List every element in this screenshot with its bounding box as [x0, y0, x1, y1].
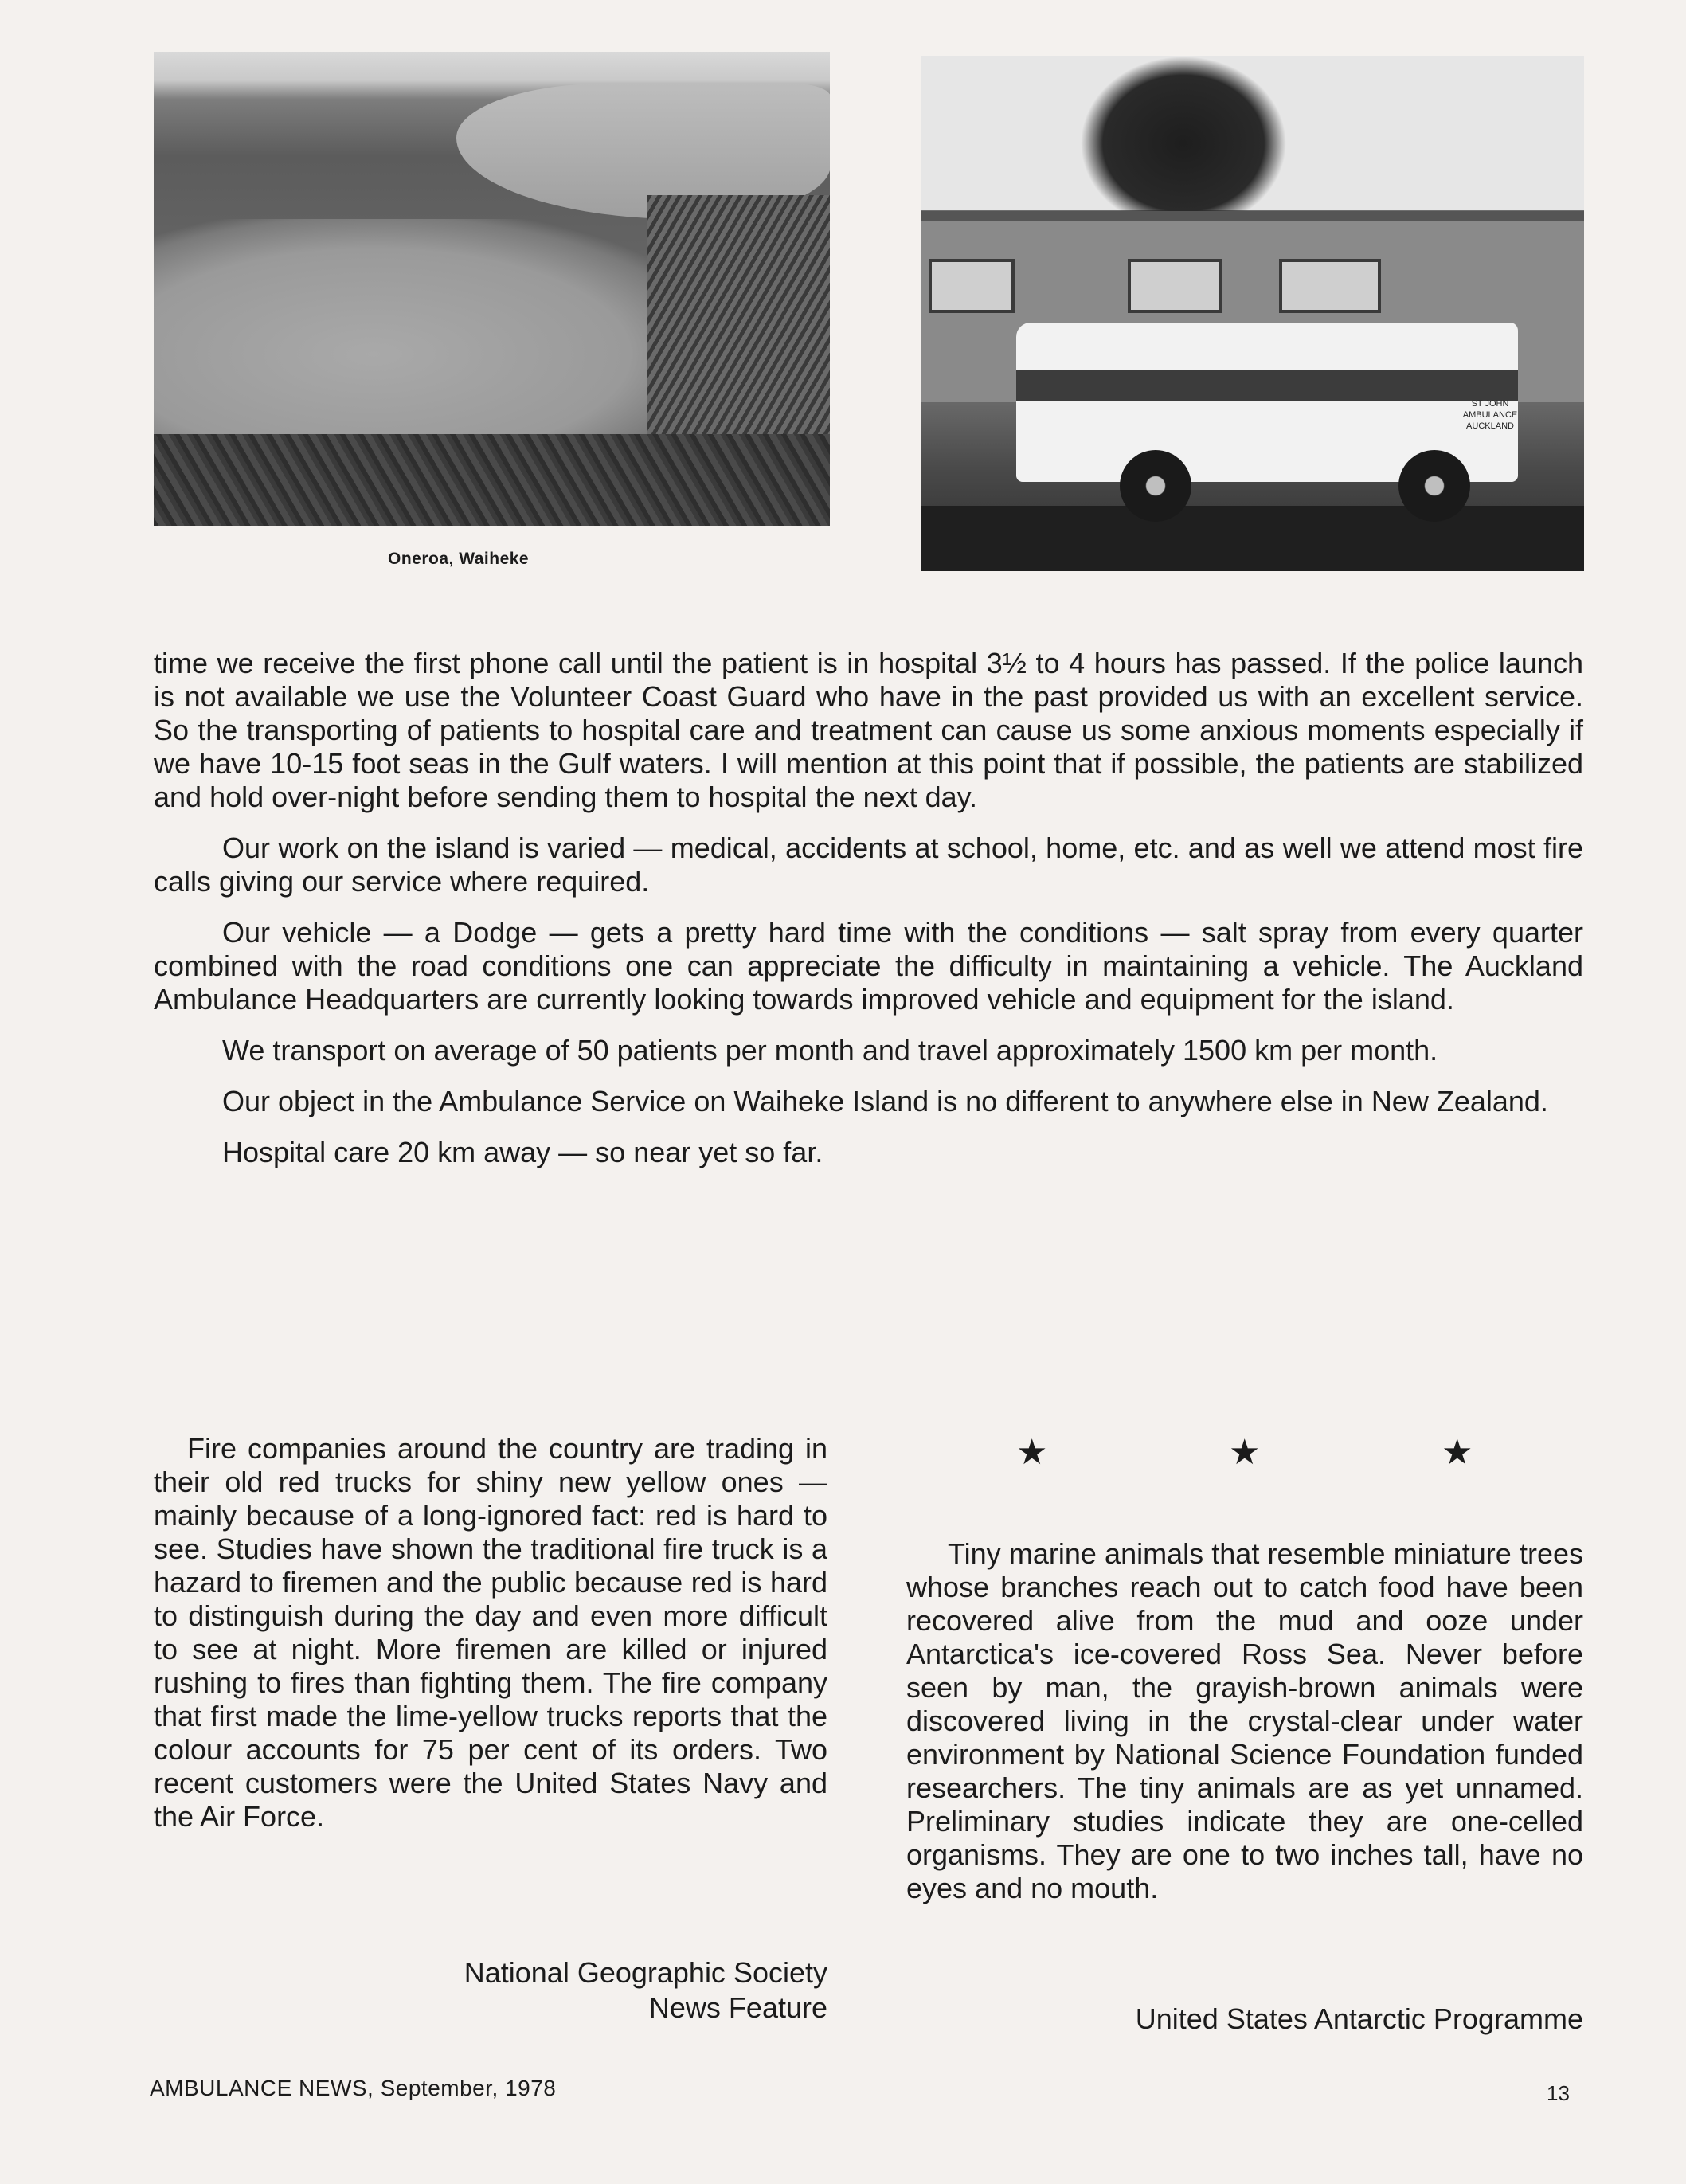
star-icon: ★: [1229, 1433, 1261, 1472]
fire-truck-text: Fire companies around the country are trading in their old red trucks for shiny new yellow ones — mainly because of a long-ignored fact: red is hard to see. Studies have shown the traditional fire truck is a hazard to firemen and the public because red is hard to distinguish during the day and even more difficult to see at night. More firemen are killed or injured rushing to fires than fighting them. The fire company that first made the lime-yellow trucks reports that the colour accounts for 75 per cent of its orders. Two recent customers were the United States Navy and the Air Force.: [154, 1432, 827, 1833]
antarctic-text: Tiny marine animals that resemble miniature trees whose branches reach out to catch food have been recovered alive from the mud and ooze under Antarctica's ice-covered Ross Sea. Never before seen by man, the grayish-brown animals were discovered living in the crystal-clear under water environment by National Science Foundation funded researchers. The tiny animals are as yet unnamed. Preliminary studies indicate they are one-celled organisms. They are one to two inches tall, have no eyes and no mouth.: [906, 1537, 1583, 1904]
photo-ground: [921, 506, 1584, 571]
publication-footer: AMBULANCE NEWS, September, 1978: [150, 2076, 557, 2100]
photo-foreground-trees: [154, 434, 830, 526]
article-paragraph: Our object in the Ambulance Service on Waiheke Island is no different to anywhere else in New Zealand.: [222, 1085, 1548, 1117]
antarctic-credit: United States Antarctic Programme: [1135, 2002, 1583, 2035]
page-number: 13: [1547, 2081, 1570, 2105]
photo-window: [1279, 259, 1381, 313]
ambulance-door-line: AMBULANCE: [1462, 410, 1518, 420]
article-paragraph: We transport on average of 50 patients per month and travel approximately 1500 km per month.: [222, 1034, 1438, 1067]
ambulance-wheel: [1398, 450, 1470, 522]
star-separator: [906, 1434, 1583, 1472]
star-icon: ★: [1442, 1433, 1473, 1472]
fire-truck-credit: [154, 1955, 827, 2025]
photo-hillside: [647, 195, 830, 450]
antarctic-article: [906, 1537, 1583, 1905]
article-paragraph: Hospital care 20 km away — so near yet so far.: [222, 1136, 823, 1168]
star-icon: ★: [1016, 1433, 1048, 1472]
aerial-photo-oneroa: [154, 52, 830, 526]
ambulance-door-lettering: [1446, 398, 1534, 433]
photo-window: [1128, 259, 1222, 313]
main-article: [154, 647, 1583, 1187]
credit-line: News Feature: [648, 1991, 827, 2024]
ambulance-window-strip: [1016, 370, 1518, 401]
article-paragraph: Our vehicle — a Dodge — gets a pretty hard time with the conditions — salt spray from every quarter combined with the road conditions one can appreciate the difficulty in maintaining a vehicle. The Auckland Ambulance Headquarters are currently looking towards improved vehicle and equipment for the island.: [154, 916, 1583, 1016]
article-paragraph: time we receive the first phone call until the patient is in hospital 3½ to 4 hours has passed. If the police launch is not available we use the Volunteer Coast Guard who have in the past provided us with an excellent service. So the transporting of patients to hospital care and treatment can cause us some anxious moments especially if we have 10-15 foot seas in the Gulf waters. I will mention at this point that if possible, the patients are stabilized and hold over-night before sending them to hospital the next day.: [154, 647, 1583, 813]
credit-line: National Geographic Society: [464, 1956, 827, 1989]
photo-caption: Oneroa, Waiheke: [388, 550, 530, 568]
article-paragraph: Our work on the island is varied — medical, accidents at school, home, etc. and as well we attend most fire calls giving our service where required.: [154, 832, 1583, 898]
photo-window: [929, 259, 1015, 313]
ambulance-door-line: ST JOHN: [1471, 399, 1509, 409]
ambulance-wheel: [1120, 450, 1191, 522]
photo-tree: [1080, 56, 1287, 215]
fire-truck-article: [154, 1432, 827, 1834]
ambulance-door-line: AUCKLAND: [1466, 421, 1514, 431]
ambulance-station-photo: [921, 56, 1584, 571]
